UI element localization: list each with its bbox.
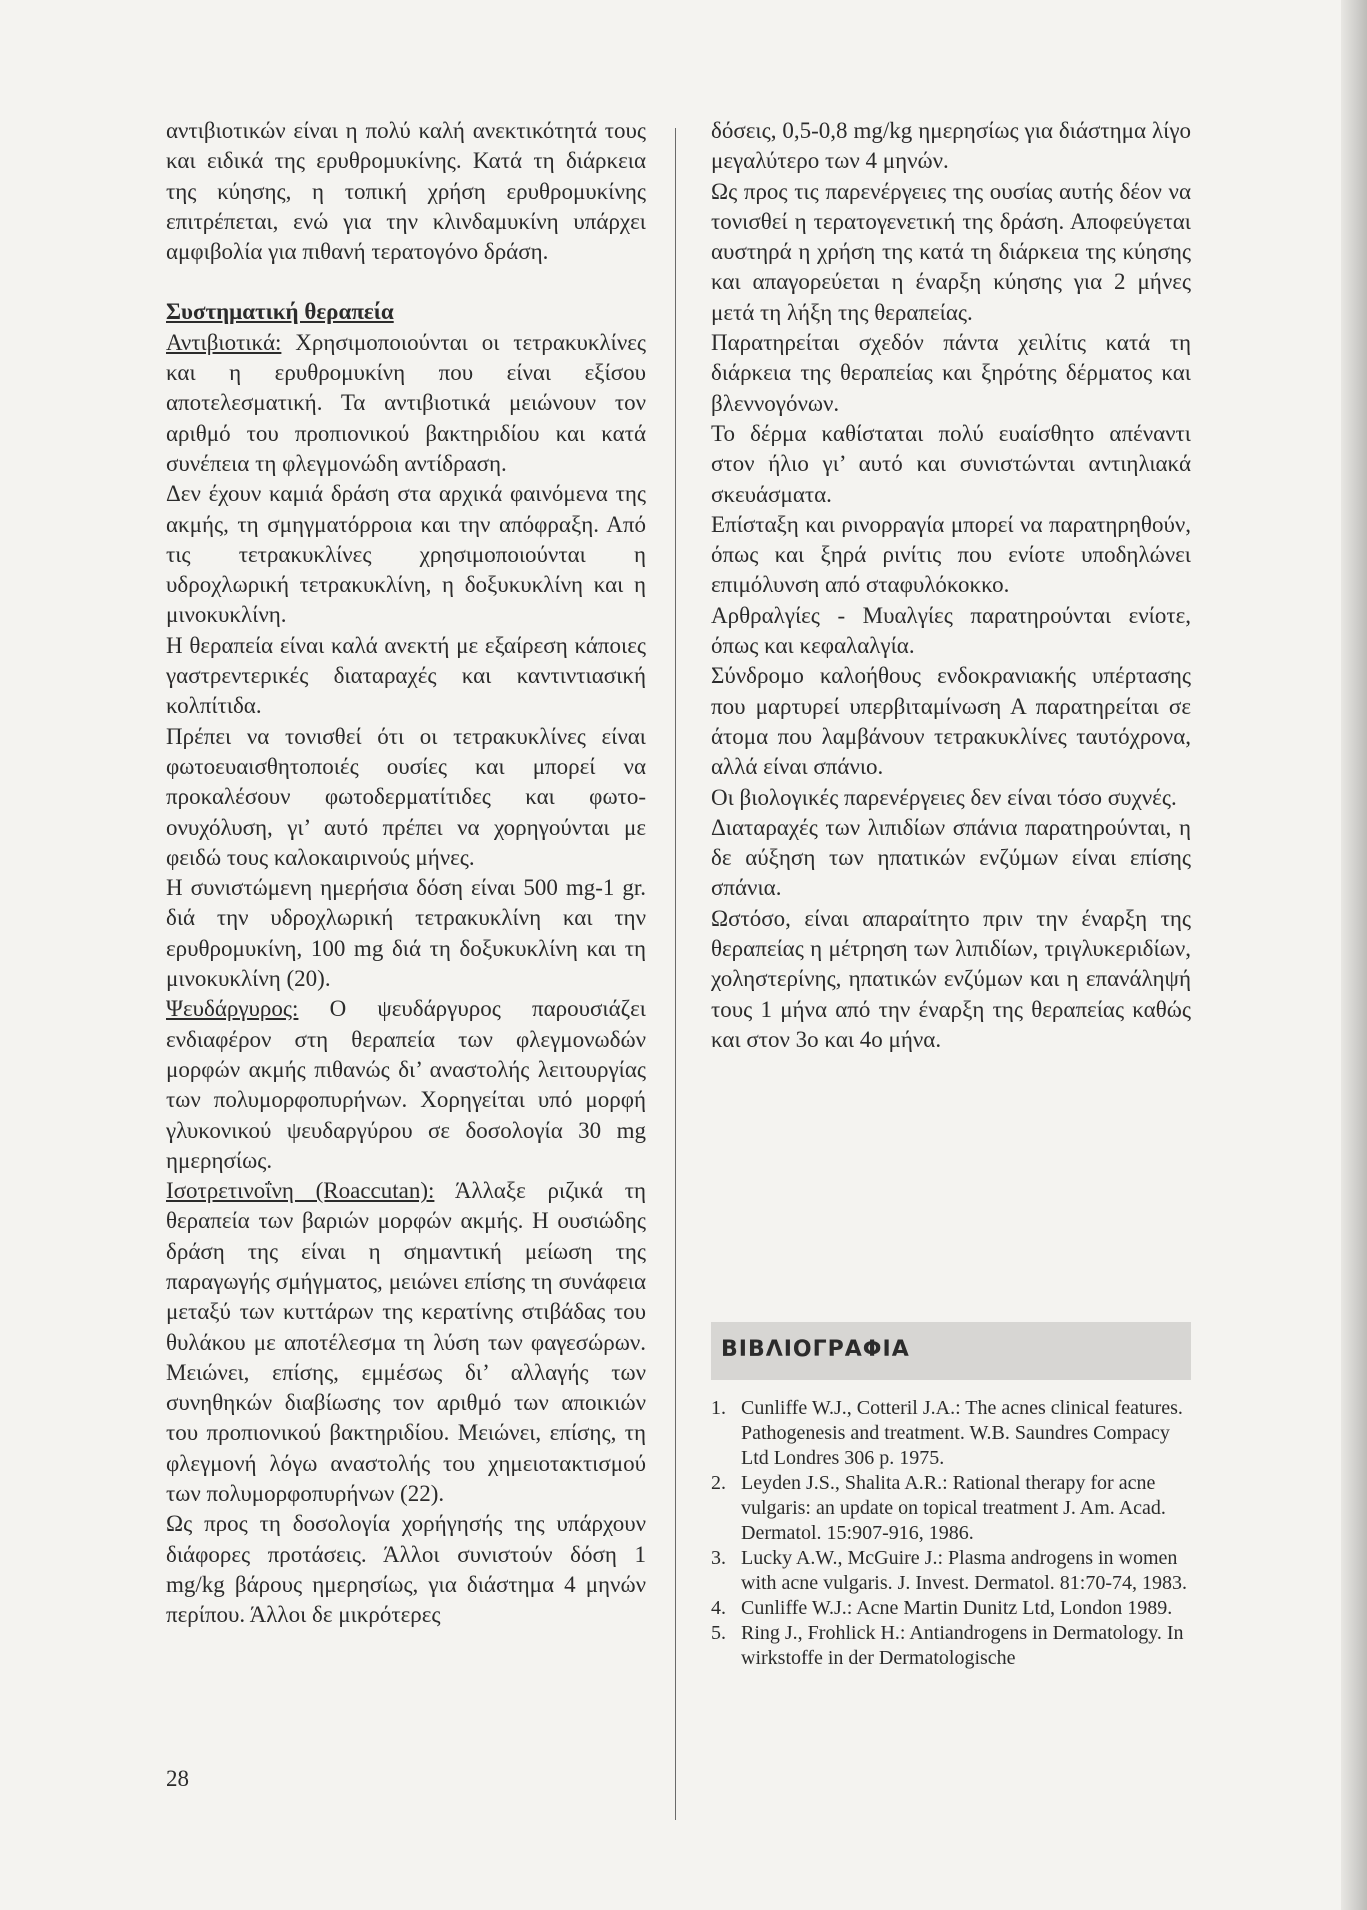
paragraph: Αρθραλγίες - Μυαλγίες παρατηρούνται ενίοτε, όπως και κεφαλαλγία.: [711, 602, 1191, 659]
column-divider: [675, 128, 676, 1820]
reference-text: Ring J., Frohlick H.: Antiandrogens in Dermatology. In wirkstoffe in der Dermatologische: [741, 1622, 1184, 1669]
bibliography-list: [711, 1396, 1191, 1671]
reference-item: [711, 1396, 1191, 1471]
bibliography-banner: [711, 1322, 1191, 1380]
reference-text: Cunliffe W.J.: Acne Martin Dunitz Ltd, London 1989.: [741, 1597, 1173, 1619]
paragraph-text: Ο ψευδάργυρος παρουσιάζει ενδιαφέρον στη θεραπεία των φλεγμονωδών μορφών ακμής πιθανώς δι’ αναστολής λειτουργίας των πολυμορφοπυρήνων. Χορηγείται υπό μορφή γλυκονικού ψευδαργύρου σε δοσολογία 30 mg ημερησίως.: [166, 996, 646, 1173]
paragraph: Σύνδρομο καλοήθους ενδοκρανιακής υπέρτασης που μαρτυρεί υπερβιταμίνωση Α παρατηρείται σε άτομα που λαμβάνουν τετρακυκλίνες ταυτόχρονα, αλλά είναι σπάνιο.: [711, 663, 1191, 780]
left-column: [166, 116, 646, 1631]
reference-number: 4.: [711, 1597, 726, 1619]
right-column: [711, 116, 1191, 1055]
paragraph: Επίσταξη και ρινορραγία μπορεί να παρατηρηθούν, όπως και ξηρά ρινίτις που ενίοτε υποδηλώνει επιμόλυνση από σταφυλόκοκκο.: [711, 511, 1191, 598]
paragraph-text: Χρησιμοποιούνται οι τετρακυκλίνες και η ερυθρομυκίνη που είναι εξίσου αποτελεσματική. Τα αντιβιοτικά μειώνουν τον αριθμό του προπιονικού βακτηριδίου και κατά συνέπεια τη φλεγμονώδη αντίδραση.: [166, 329, 646, 476]
paragraph: Η θεραπεία είναι καλά ανεκτή με εξαίρεση κάποιες γαστρεντερικές διαταραχές και καντιντιασική κολπίτιδα.: [166, 632, 646, 719]
paragraph: Ως προς τη δοσολογία χορήγησής της υπάρχουν διάφορες προτάσεις. Άλλοι συνιστούν δόση 1 mg/kg βάρους ημερησίως, για διάστημα 4 μηνών περίπου. Άλλοι δε μικρότερες: [166, 1511, 646, 1628]
reference-text: Lucky A.W., McGuire J.: Plasma androgens in women with acne vulgaris. J. Invest. Dermatol. 81:70-74, 1983.: [741, 1547, 1188, 1594]
reference-item: [711, 1546, 1191, 1596]
paragraph: Δεν έχουν καμιά δράση στα αρχικά φαινόμενα της ακμής, τη σμηγματόρροια και την απόφραξη. Από τις τετρακυκλίνες χρησιμοποιούνται η υδροχλωρική τετρακυκλίνη, η δοξυκυκλίνη και η μινοκυκλίνη.: [166, 481, 646, 628]
paragraph: Ως προς τις παρενέργειες της ουσίας αυτής δέον να τονισθεί η τερατογενετική της δράση. Αποφεύγεται αυστηρά η χρήση της κατά τη διάρκεια της κύησης και απαγορεύεται η έναρξη κύησης για 2 μήνες μετά τη λήξη της θεραπείας.: [711, 178, 1191, 325]
reference-number: 3.: [711, 1547, 726, 1569]
paragraph: [166, 1176, 646, 1509]
reference-number: 5.: [711, 1622, 726, 1644]
reference-number: 2.: [711, 1472, 726, 1494]
paragraph: Ωστόσο, είναι απαραίτητο πριν την έναρξη της θεραπείας η μέτρηση των λιπιδίων, τριγλυκεριδίων, χοληστερίνης, ηπατικών ενζύμων και η επανάληψή τους 1 μήνα από την έναρξη της θεραπείας καθώς και στον 3ο και 4ο μήνα.: [711, 905, 1191, 1052]
paragraph: Η συνιστώμενη ημερήσια δόση είναι 500 mg-1 gr. διά την υδροχλωρική τετρακυκλίνη και την ερυθρομυκίνη, 100 mg διά τη δοξυκυκλίνη και τη μινοκυκλίνη (20).: [166, 875, 646, 992]
section-heading: Συστηματική θεραπεία: [166, 299, 394, 325]
subheading-isotretinoin: Ισοτρετινοΐνη (Roaccutan):: [166, 1178, 435, 1204]
reference-text: Leyden J.S., Shalita A.R.: Rational therapy for acne vulgaris: an update on topical treatment J. Am. Acad. Dermatol. 15:907-916, 1986.: [741, 1472, 1166, 1544]
paragraph: Παρατηρείται σχεδόν πάντα χειλίτις κατά τη διάρκεια της θεραπείας και ξηρότης δέρματος και βλεννογόνων.: [711, 330, 1191, 416]
paragraph: [166, 994, 646, 1176]
paragraph-text: Άλλαξε ριζικά τη θεραπεία των βαριών μορφών ακμής. Η ουσιώδης δράση της είναι η σημαντική μείωση της παραγωγής σμήγματος, μειώνει επίσης τη συνάφεια μεταξύ των κυττάρων της κερατίνης στιβάδας του θυλάκου με αποτέλεσμα τη λύση των φαγεσώρων. Μειώνει, επίσης, εμμέσως δι’ αλλαγής των συνηθηκών διαβίωσης τον αριθμό των αποικιών του προπιονικού βακτηριδίου. Μειώνει, επίσης, τη φλεγμονή λόγω αναστολής του χημειοτακτισμού των πολυμορφοπυρήνων (22).: [166, 1178, 646, 1507]
bibliography-title: ΒΙΒΛΙΟΓΡΑΦΙΑ: [721, 1337, 910, 1362]
paragraph: αντιβιοτικών είναι η πολύ καλή ανεκτικότητά τους και ειδικά της ερυθρομυκίνης. Κατά τη διάρκεια της κύησης, η τοπική χρήση ερυθρομυκίνης επιτρέπεται, ενώ για την κλινδαμυκίνη υπάρχει αμφιβολία για πιθανή τερατογόνο δράση.: [166, 118, 646, 265]
paragraph: δόσεις, 0,5-0,8 mg/kg ημερησίως για διάστημα λίγο μεγαλύτερο των 4 μηνών.: [711, 118, 1191, 174]
paragraph: Οι βιολογικές παρενέργειες δεν είναι τόσο συχνές.: [711, 784, 1177, 810]
subheading-antibiotics: Αντιβιοτικά:: [166, 329, 282, 355]
page-edge-shadow: [1341, 0, 1367, 1910]
reference-item: [711, 1596, 1191, 1621]
paragraph: Πρέπει να τονισθεί ότι οι τετρακυκλίνες είναι φωτοευαισθητοποιές ουσίες και μπορεί να προκαλέσουν φωτοδερματίτιδες και φωτο-ονυχόλυση, γι’ αυτό πρέπει να χορηγούνται με φειδώ τους καλοκαιρινούς μήνες.: [166, 723, 646, 870]
paragraph: [166, 328, 646, 479]
reference-number: 1.: [711, 1397, 726, 1419]
page-number: 28: [166, 1766, 189, 1791]
reference-item: [711, 1621, 1191, 1671]
reference-item: [711, 1471, 1191, 1546]
subheading-zinc: Ψευδάργυρος:: [166, 996, 299, 1022]
reference-text: Cunliffe W.J., Cotteril J.A.: The acnes clinical features. Pathogenesis and treatment. W.B. Saundres Compacy Ltd Londres 306 p. 1975.: [741, 1397, 1183, 1469]
paragraph: Διαταραχές των λιπιδίων σπάνια παρατηρούνται, η δε αύξηση των ηπατικών ενζύμων είναι επίσης σπάνια.: [711, 814, 1191, 901]
paragraph: Το δέρμα καθίσταται πολύ ευαίσθητο απέναντι στον ήλιο γι’ αυτό και συνιστώνται αντιηλιακά σκευάσματα.: [711, 420, 1191, 507]
